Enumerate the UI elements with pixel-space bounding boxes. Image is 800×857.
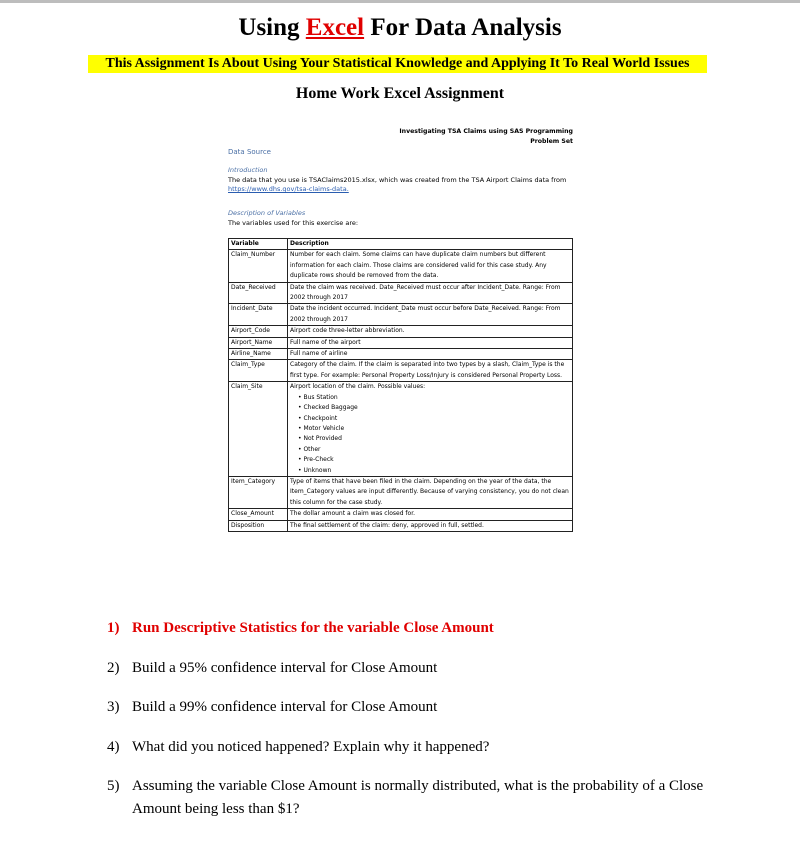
table-row: Airport_Code Airport code three-letter abbreviation. [229, 326, 573, 337]
question-text: Assuming the variable Close Amount is normally distributed, what is the probability of a Close Amount being less than $1? [132, 778, 704, 817]
table-row: Disposition The final settlement of the claim: deny, approved in full, settled. [229, 520, 573, 531]
description-label: Description of Variables [228, 209, 306, 217]
header-description: Description [288, 239, 573, 250]
introduction-text: The data that you use is TSAClaims2015.xlsx, which was created from the TSA Airport Claims data from https://www.dhs.gov/tsa-claims-data. [228, 176, 567, 193]
data-source-heading: Data Source [228, 148, 271, 156]
problem-set-label: Problem Set [530, 138, 573, 145]
table-row: Claim_Number Number for each claim. Some claims can have duplicate claim numbers but different information for each claim. Those claims are considered valid for this case study. Any duplicate rows should be removed from the data. [229, 250, 573, 282]
top-rule [0, 0, 800, 3]
table-row: Incident_Date Date the incident occurred. Incident_Date must occur before Date_Received. Range: From 2002 through 2017 [229, 304, 573, 326]
list-item: • Motor Vehicle [298, 424, 570, 434]
page-title: Using Excel For Data Analysis [238, 14, 562, 41]
list-item: • Not Provided [298, 434, 570, 444]
highlighted-subtitle: This Assignment Is About Using Your Statistical Knowledge and Applying It To Real World Issues [88, 55, 707, 73]
table-row: Airline_Name Full name of airline [229, 349, 573, 360]
list-item: • Pre-Check [298, 455, 570, 465]
question-number: 1) [107, 620, 120, 636]
list-item: • Checkpoint [298, 414, 570, 424]
table-row: Date_Received Date the claim was received. Date_Received must occur after Incident_Date. Range: From 2002 through 2017 [229, 282, 573, 304]
list-item: • Unknown [298, 466, 570, 476]
variables-table [228, 238, 573, 532]
assignment-heading: Home Work Excel Assignment [295, 85, 505, 102]
problem-set-image [228, 126, 573, 576]
question-number: 2) [107, 660, 120, 676]
tsa-data-link[interactable]: https://www.dhs.gov/tsa-claims-data. [228, 185, 349, 193]
question-number: 5) [107, 778, 120, 794]
list-item: • Checked Baggage [298, 403, 570, 413]
table-row: Claim_Site Airport location of the claim. Possible values: • Bus Station • Checked Baggage • Checkpoint • Motor Vehicle • Not Provided • Other • Pre-Check • Unknown [229, 382, 573, 477]
table-row: Airport_Name Full name of the airport [229, 337, 573, 348]
question-text: Build a 99% confidence interval for Close Amount [132, 699, 438, 715]
introduction-label: Introduction [228, 166, 268, 174]
description-text: The variables used for this exercise are: [228, 219, 359, 227]
question-text: Run Descriptive Statistics for the variable Close Amount [132, 620, 494, 636]
question-number: 3) [107, 699, 120, 715]
table-row: Item_Category Type of items that have been filed in the claim. Depending on the year of the data, the Item_Category values are input differently. Because of varying consistency, you do not clean this column for the case study. [229, 476, 573, 508]
problem-set-title: Investigating TSA Claims using SAS Programming [399, 128, 573, 135]
question-text: What did you noticed happened? Explain why it happened? [132, 739, 490, 755]
question-text: Build a 95% confidence interval for Close Amount [132, 660, 438, 676]
list-item: • Bus Station [298, 393, 570, 403]
table-row: Close_Amount The dollar amount a claim was closed for. [229, 509, 573, 520]
list-item: • Other [298, 445, 570, 455]
header-variable: Variable [229, 239, 288, 250]
claim-site-values [290, 393, 570, 476]
title-excel-word: Excel [305, 14, 365, 41]
table-header-row [229, 239, 573, 250]
table-row: Claim_Type Category of the claim. If the claim is separated into two types by a slash, Claim_Type is the first type. For example: Personal Property Loss/Injury is considered Personal Property Loss. [229, 360, 573, 382]
question-number: 4) [107, 739, 120, 755]
